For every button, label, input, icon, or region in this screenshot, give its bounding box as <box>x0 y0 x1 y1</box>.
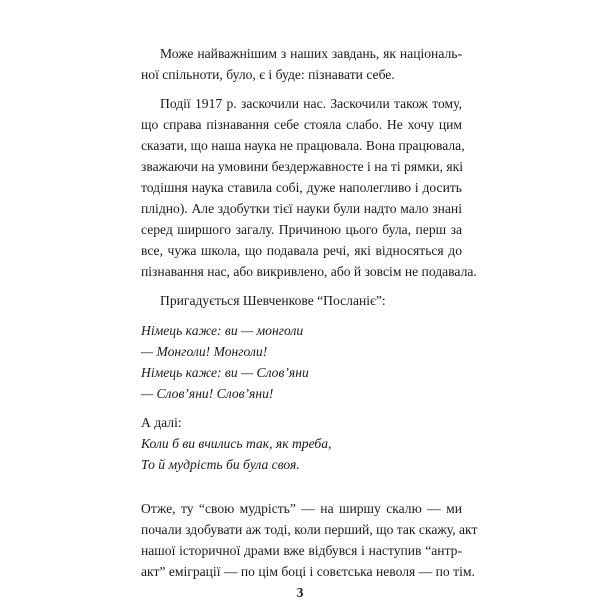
paragraph-1-line-2: ної спільноти, було, є і буде: пізнавати себе. <box>141 67 395 82</box>
paragraph-4-line-3: нашої історичної драми вже відбувся і наступив “антр- <box>141 543 462 558</box>
verse-1-line-1: Німець каже: ви — монголи <box>141 323 304 338</box>
verse-1-line-2: — Монголи! Монголи! <box>141 344 268 359</box>
paragraph-3-line: Пригадується Шевченкове “Посланіє”: <box>160 293 386 308</box>
verse-2-line-1: Коли б ви вчились так, як треба, <box>141 436 332 451</box>
paragraph-2-line-6: плідно). Але здобутки тієї науки були надто мало знані <box>141 201 462 216</box>
paragraph-2-line-1: Події 1917 р. заскочили нас. Заскочили також тому, <box>160 96 462 111</box>
paragraph-2-line-9: пізнавання нас, або викривлено, або й зовсім не подавала. <box>141 264 477 279</box>
paragraph-2-line-8: все, чужа школа, що подавала речі, які відносяться до <box>141 243 462 258</box>
paragraph-2-line-2: що справа пізнавання себе стояла слабо. Не хочу цим <box>141 117 462 132</box>
verse-2-line-2: То й мудрість би була своя. <box>141 457 300 472</box>
verse-2-intro: А далі: <box>141 415 182 430</box>
paragraph-4-line-1: Отже, ту “свою мудрість” — на ширшу скалю — ми <box>141 501 462 516</box>
paragraph-2-line-4: зважаючи на умовини бездержавносте і на ті рямки, які <box>141 159 464 174</box>
paragraph-2-line-7: серед ширшого загалу. Причиною цього була, перш за <box>141 222 462 237</box>
paragraph-4-line-2: почали здобувати аж тоді, коли перший, що так скажу, акт <box>141 522 478 537</box>
page-number: 3 <box>296 585 304 600</box>
paragraph-1-line-1: Може найважнішим з наших завдань, як національ- <box>160 46 462 61</box>
paragraph-2-line-5: тодішня наука ставила собі, дуже наполегливо і досить <box>141 180 462 195</box>
verse-1-line-4: — Слов’яни! Слов’яни! <box>141 386 274 401</box>
paragraph-2-line-3: сказати, що наша наука не працювала. Вона працювала, <box>141 138 465 153</box>
paragraph-4-line-4: акт” еміграції — по цім боці і совєтська неволя — по тім. <box>141 564 475 579</box>
verse-1-line-3: Німець каже: ви — Слов’яни <box>141 365 309 380</box>
